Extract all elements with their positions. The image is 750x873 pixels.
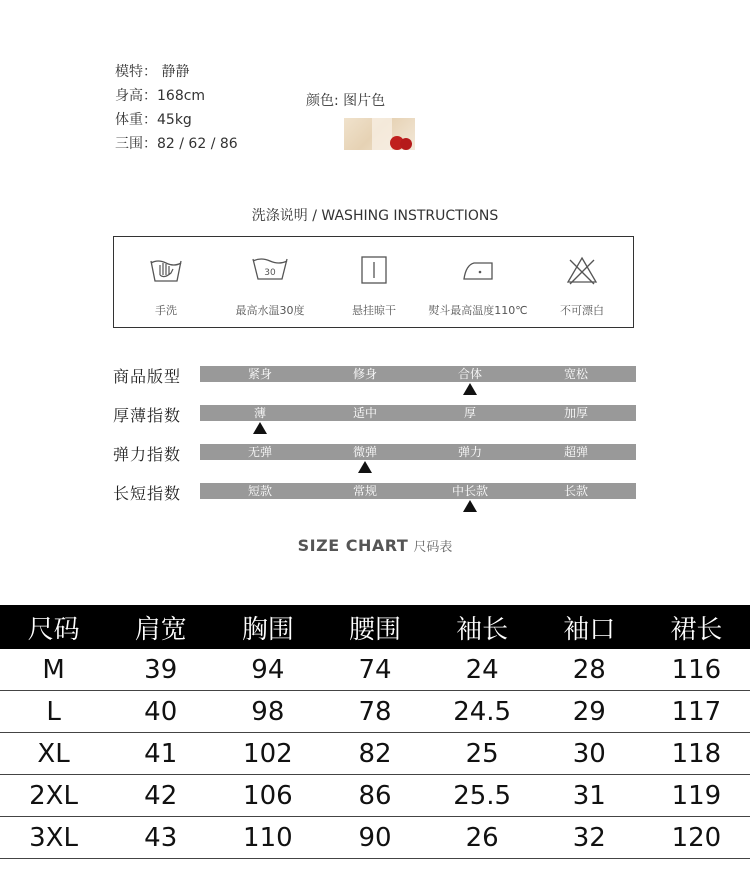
table-row	[0, 691, 750, 733]
attr-fit-opt-2: 修身	[352, 367, 377, 381]
wash-item-nobleach-label: 不可漂白	[560, 304, 604, 317]
attr-fit-marker	[463, 383, 477, 395]
table-cell: 40	[107, 691, 214, 733]
wash-item-hang-label: 悬挂晾干	[352, 304, 396, 317]
header-cell: 袖长	[429, 605, 536, 649]
model-name-row	[115, 60, 238, 84]
attr-fit-opt-3: 合体	[457, 367, 482, 381]
header-cell: 袖口	[536, 605, 643, 649]
table-cell: 98	[214, 691, 321, 733]
table-cell: 86	[321, 775, 428, 817]
wash-item-30	[218, 237, 322, 329]
attr-fit-label: 商品版型	[113, 367, 182, 386]
attr-length-marker	[463, 500, 477, 512]
attr-thickness-marker	[253, 422, 267, 434]
table-cell: 24	[429, 649, 536, 691]
attr-elasticity-opt-1: 无弹	[247, 445, 272, 459]
table-cell: XL	[0, 733, 107, 775]
attr-elasticity-bar	[200, 444, 636, 460]
table-cell: 74	[321, 649, 428, 691]
table-row	[0, 817, 750, 859]
attr-length-label: 长短指数	[113, 484, 182, 503]
wash-item-iron	[426, 237, 530, 329]
model-measurements-row	[115, 132, 238, 156]
table-cell: 102	[214, 733, 321, 775]
wash-item-hand	[114, 237, 218, 329]
size-table-header	[0, 605, 750, 649]
size-chart-title-en: SIZE CHART	[297, 536, 409, 555]
attr-elasticity-opt-2: 微弹	[352, 445, 377, 459]
table-cell: 31	[536, 775, 643, 817]
table-cell: 106	[214, 775, 321, 817]
table-row	[0, 775, 750, 817]
model-measurements-label: 三围：	[115, 136, 157, 152]
model-info	[115, 60, 238, 156]
attr-length-opt-3: 中长款	[451, 484, 488, 498]
table-row	[0, 733, 750, 775]
table-cell: 29	[536, 691, 643, 733]
washing-box	[113, 236, 634, 328]
model-weight-label: 体重：	[115, 112, 157, 128]
table-cell: 26	[429, 817, 536, 859]
model-name-label: 模特：	[115, 64, 157, 80]
attr-thickness-opt-3: 厚	[463, 406, 476, 420]
attr-length-bar	[200, 483, 636, 499]
wash-item-30-label: 最高水温30度	[235, 304, 305, 317]
header-cell: 胸围	[214, 605, 321, 649]
model-measurements: 82 / 62 / 86	[157, 136, 238, 152]
attr-fit-opt-1: 紧身	[247, 367, 272, 381]
attr-thickness-bar	[200, 405, 636, 421]
model-height-label: 身高：	[115, 88, 157, 104]
table-cell: 3XL	[0, 817, 107, 859]
table-cell: 119	[643, 775, 750, 817]
model-height-row	[115, 84, 238, 108]
table-cell: M	[0, 649, 107, 691]
table-cell: L	[0, 691, 107, 733]
wash-item-hand-label: 手洗	[155, 304, 177, 317]
table-cell: 32	[536, 817, 643, 859]
table-cell: 30	[536, 733, 643, 775]
table-cell: 25	[429, 733, 536, 775]
table-cell: 25.5	[429, 775, 536, 817]
table-cell: 42	[107, 775, 214, 817]
header-cell: 尺码	[0, 605, 107, 649]
table-cell: 90	[321, 817, 428, 859]
attr-length-opt-1: 短款	[247, 484, 272, 498]
size-table	[0, 605, 750, 859]
wash-item-hang	[322, 237, 426, 329]
wash-temp-text: 30	[264, 268, 276, 278]
iron-icon	[460, 255, 496, 283]
header-cell: 裙长	[643, 605, 750, 649]
wash-30-icon	[251, 255, 289, 283]
model-name: 静静	[161, 64, 190, 80]
attr-length-opt-2: 常规	[352, 484, 377, 498]
color-label: 颜色: 图片色	[306, 93, 386, 109]
attr-thickness-label: 厚薄指数	[113, 406, 182, 425]
table-cell: 82	[321, 733, 428, 775]
table-cell: 120	[643, 817, 750, 859]
table-cell: 43	[107, 817, 214, 859]
table-cell: 2XL	[0, 775, 107, 817]
color-swatch	[344, 118, 415, 150]
attr-length-opt-4: 长款	[563, 484, 588, 498]
model-height: 168cm	[157, 88, 206, 104]
table-cell: 41	[107, 733, 214, 775]
table-cell: 118	[643, 733, 750, 775]
no-bleach-icon	[566, 255, 598, 285]
size-chart-title	[0, 536, 750, 555]
attr-thickness-opt-1: 薄	[253, 406, 266, 420]
wash-item-nobleach	[530, 237, 634, 329]
hand-wash-icon	[149, 255, 183, 285]
wash-item-iron-label: 熨斗最高温度110℃	[428, 304, 528, 317]
washing-title: 洗涤说明 / WASHING INSTRUCTIONS	[251, 208, 499, 224]
attr-thickness-opt-4: 加厚	[563, 406, 588, 420]
attr-elasticity-opt-4: 超弹	[563, 445, 588, 459]
attr-thickness-opt-2: 适中	[352, 406, 377, 420]
table-cell: 28	[536, 649, 643, 691]
attr-fit-opt-4: 宽松	[563, 367, 588, 381]
hang-dry-icon	[360, 255, 388, 285]
table-cell: 110	[214, 817, 321, 859]
size-chart-title-cn: 尺码表	[413, 540, 453, 555]
table-cell: 117	[643, 691, 750, 733]
header-cell: 腰围	[321, 605, 428, 649]
attr-elasticity-label: 弹力指数	[113, 445, 182, 464]
attr-fit-bar	[200, 366, 636, 382]
table-row	[0, 649, 750, 691]
table-cell: 116	[643, 649, 750, 691]
model-weight: 45kg	[157, 112, 192, 128]
model-weight-row	[115, 108, 238, 132]
attr-elasticity-marker	[358, 461, 372, 473]
table-cell: 94	[214, 649, 321, 691]
table-cell: 39	[107, 649, 214, 691]
attr-elasticity-opt-3: 弹力	[457, 445, 482, 459]
table-cell: 24.5	[429, 691, 536, 733]
header-cell: 肩宽	[107, 605, 214, 649]
table-cell: 78	[321, 691, 428, 733]
